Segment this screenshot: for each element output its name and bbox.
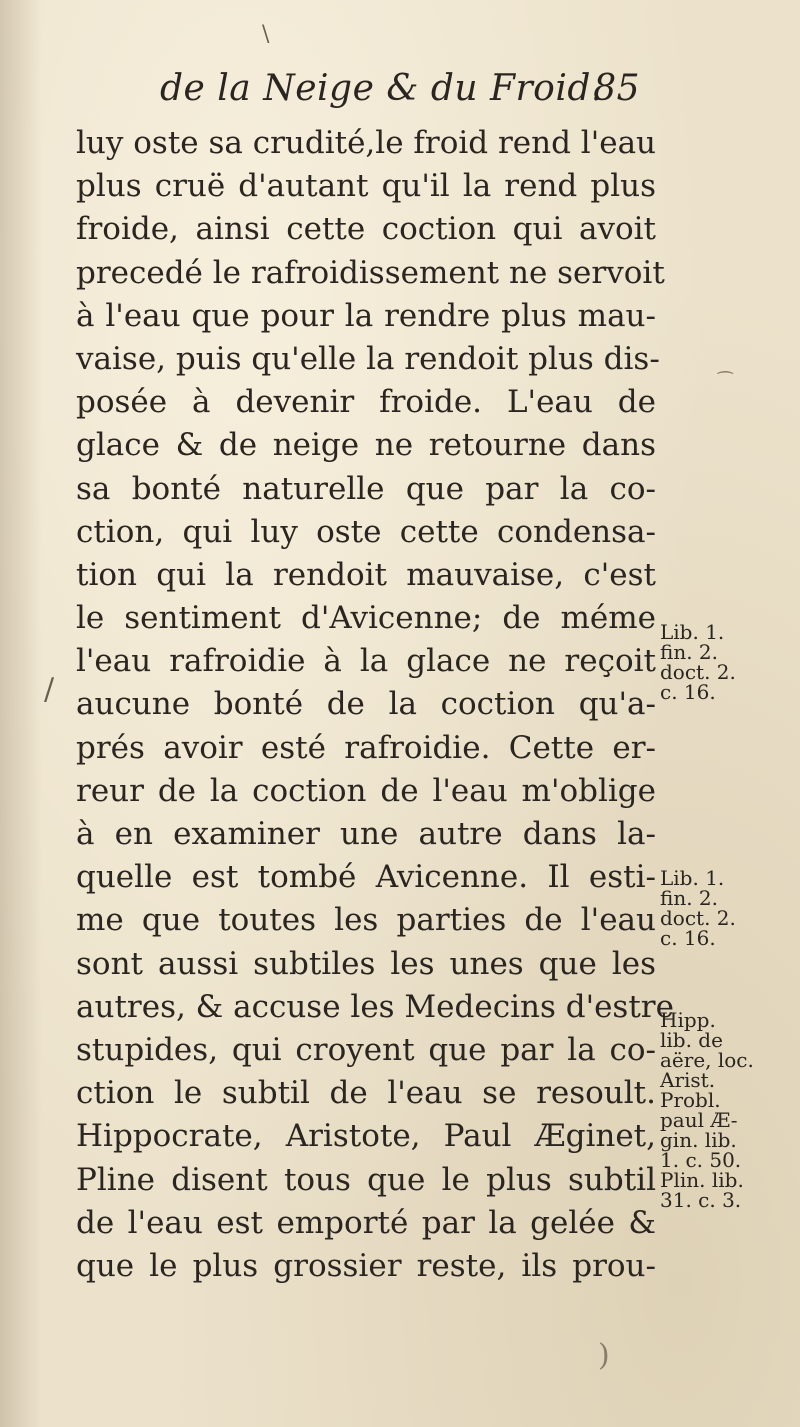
- body-text: [76, 122, 674, 1288]
- text-line: posée à devenir froide. L'eau de: [76, 384, 656, 421]
- marginal-note: [660, 868, 770, 948]
- text-line: plus cruë d'autant qu'il la rend plus: [76, 168, 656, 205]
- text-line: tion qui la rendoit mauvaise, c'est: [76, 556, 656, 593]
- marginal-note-line: doct. 2.: [660, 660, 736, 684]
- running-head-title: de la Neige & du Froid.: [160, 68, 603, 109]
- marginal-note-line: Plin. lib.: [660, 1168, 744, 1192]
- text-line: à l'eau que pour la rendre plus mau-: [76, 297, 656, 334]
- text-line: ction, qui luy oste cette condensa-: [76, 513, 656, 550]
- stray-mark: \: [262, 22, 270, 47]
- page-number: 85: [593, 68, 640, 109]
- stray-mark: ⁀: [718, 372, 733, 393]
- text-line: à en examiner une autre dans la-: [76, 816, 656, 852]
- marginal-note-line: 31. c. 3.: [660, 1188, 742, 1212]
- marginal-note: [660, 1010, 770, 1210]
- text-line: prés avoir esté rafroidie. Cette er-: [76, 729, 656, 766]
- text-line: que le plus grossier reste, ils prou-: [76, 1247, 656, 1284]
- text-line: ction le subtil de l'eau se resoult.: [76, 1075, 656, 1112]
- text-line: precedé le rafroidissement ne servoit: [76, 254, 665, 291]
- marginal-note-line: doct. 2.: [660, 906, 736, 930]
- text-line: Hippocrate, Aristote, Paul Æginet,: [76, 1118, 656, 1155]
- text-line: autres, & accuse les Medecins d'estre: [76, 988, 674, 1025]
- stray-mark: ): [598, 1338, 610, 1373]
- marginal-note-line: Probl.: [660, 1088, 721, 1112]
- text-line: le sentiment d'Avicenne; de méme: [76, 600, 656, 637]
- stray-mark: /: [44, 672, 55, 707]
- marginal-note-line: fin. 2.: [660, 886, 719, 910]
- marginal-note-line: c. 16.: [660, 680, 716, 704]
- marginal-note-line: aëre, loc.: [660, 1048, 754, 1072]
- marginal-note-line: Lib. 1.: [660, 620, 725, 644]
- text-line: aucune bonté de la coction qu'a-: [76, 686, 656, 723]
- text-line: glace & de neige ne retourne dans: [76, 427, 656, 464]
- marginal-note-line: gin. lib.: [660, 1128, 737, 1152]
- text-line: de l'eau est emporté par la gelée &: [76, 1204, 656, 1241]
- marginal-note-line: lib. de: [660, 1028, 723, 1052]
- marginal-note-line: paul Æ-: [660, 1108, 738, 1132]
- marginal-note-line: 1. c. 50.: [660, 1148, 742, 1172]
- text-line: luy oste sa crudité,le froid rend l'eau: [76, 125, 657, 161]
- text-line: l'eau rafroidie à la glace ne reçoit: [76, 643, 656, 680]
- marginal-note-line: Lib. 1.: [660, 866, 725, 890]
- text-line: reur de la coction de l'eau m'oblige: [76, 772, 656, 809]
- marginal-note-line: Hipp.: [660, 1008, 716, 1032]
- running-head: [160, 68, 640, 109]
- text-line: sa bonté naturelle que par la co-: [76, 470, 656, 507]
- binding-shadow: [0, 0, 42, 1427]
- text-line: vaise, puis qu'elle la rendoit plus dis-: [76, 340, 660, 377]
- text-line: Pline disent tous que le plus subtil: [76, 1161, 656, 1198]
- marginal-note-line: c. 16.: [660, 926, 716, 950]
- text-line: quelle est tombé Avicenne. Il esti-: [76, 859, 656, 896]
- marginal-note-line: Arist.: [660, 1068, 716, 1092]
- text-line: sont aussi subtiles les unes que les: [76, 945, 656, 982]
- marginal-note-line: fin. 2.: [660, 640, 719, 664]
- marginal-note: [660, 622, 770, 702]
- text-line: froide, ainsi cette coction qui avoit: [76, 211, 656, 248]
- text-line: stupides, qui croyent que par la co-: [76, 1031, 656, 1068]
- text-line: me que toutes les parties de l'eau: [76, 902, 656, 939]
